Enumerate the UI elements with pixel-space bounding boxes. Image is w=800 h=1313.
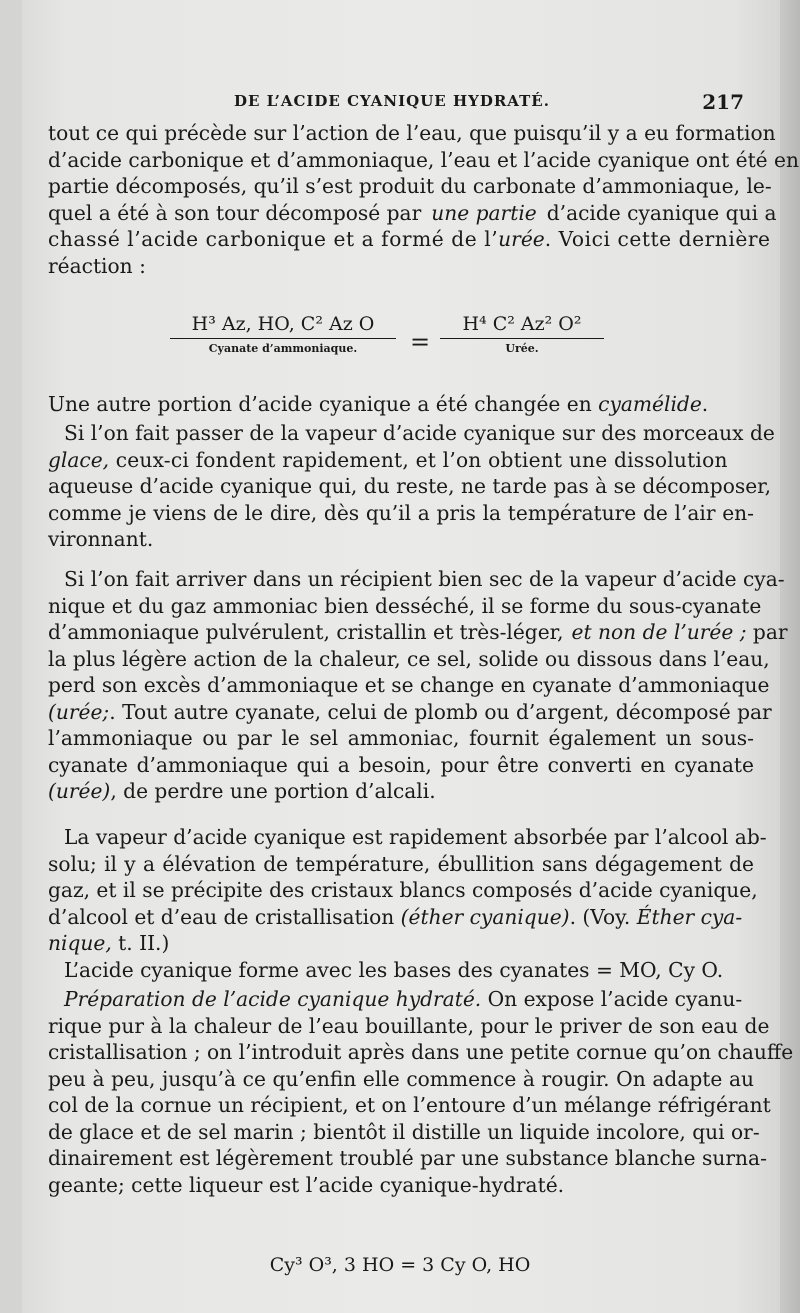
page-number: 217: [702, 90, 744, 114]
paragraph-1: [48, 120, 799, 279]
text-line: L’acide cyanique forme avec les bases des cyanates = MO, Cy O.: [64, 958, 724, 982]
text-line: comme je viens de le dire, dès qu’il a pris la température de l’air en-: [48, 500, 754, 525]
italic-text: et non de l’urée ;: [571, 620, 747, 644]
equals-sign: =: [410, 328, 431, 356]
text-line: geante; cette liqueur est l’acide cyanique-hydraté.: [48, 1172, 565, 1197]
text-line: l’ammoniaque ou par le sel ammoniac, fournit également un sous-: [48, 726, 754, 750]
paragraph-6: [48, 957, 754, 984]
text-line: Une autre portion d’acide cyanique a été changée en cyamélide .: [48, 392, 709, 416]
text-line: cristallisation ; on l’introduit après dans une petite cornue qu’on chauffe: [48, 1040, 794, 1064]
italic-text: cyamélide: [598, 392, 702, 416]
reaction-formula: [170, 312, 610, 368]
running-title: DE L’ACIDE CYANIQUE HYDRATÉ.: [234, 92, 550, 110]
text-line: nique et du gaz ammoniac bien desséché, il se forme du sous-cyanate: [48, 593, 762, 618]
fraction-bar: [440, 338, 604, 339]
text-line: vironnant.: [48, 527, 154, 551]
text-line: Préparation de l’acide cyanique hydraté. On expose l’acide cyanu-: [64, 987, 743, 1011]
text-line: partie décomposés, qu’il s’est produit du carbonate d’ammoniaque, le-: [48, 174, 772, 198]
paragraph-3: [48, 420, 775, 553]
text-line: La vapeur d’acide cyanique est rapidement absorbée par l’alcool ab-: [64, 825, 767, 849]
text-line: la plus légère action de la chaleur, ce sel, solide ou dissous dans l’eau,: [48, 646, 770, 671]
text-line: perd son excès d’ammoniaque et se change en cyanate d’ammoniaque: [48, 673, 770, 697]
text-line: col de la cornue un récipient, et on l’entoure d’un mélange réfrigérant: [48, 1093, 771, 1117]
italic-text: urée: [498, 227, 545, 251]
text-line: nique, t. II.): [48, 931, 170, 955]
text-line: rique pur à la chaleur de l’eau bouillante, pour le priver de son eau de: [48, 1013, 770, 1038]
formula-left-caption: Cyanate d’ammoniaque.: [208, 342, 358, 355]
text-line: glace, ceux-ci fondent rapidement, et l’on obtient une dissolution: [48, 447, 728, 472]
paragraph-4: [48, 566, 788, 805]
italic-text: Préparation de l’acide cyanique hydraté.: [64, 987, 482, 1011]
formula-left-numerator: H³ Az, HO, C² Az O: [191, 313, 375, 335]
text-line: solu; il y a élévation de température, ébullition sans dégagement de: [48, 851, 754, 876]
fraction-bar: [170, 338, 396, 339]
italic-text: nique,: [48, 931, 112, 955]
paragraph-5: [48, 824, 767, 957]
text-line: chassé l’acide carbonique et a formé de l’ urée . Voici cette dernière: [48, 227, 771, 251]
italic-text: Éther cya-: [636, 904, 743, 929]
formula-left: [170, 312, 396, 357]
text-line: tout ce qui précède sur l’action de l’eau, que puisqu’il y a eu formation: [48, 121, 776, 145]
text-line: cyanate d’ammoniaque qui a besoin, pour être converti en cyanate: [48, 752, 754, 777]
text-line: d’ammoniaque pulvérulent, cristallin et très-léger, et non de l’urée ; par: [48, 620, 788, 644]
final-equation: Cy³ O³, 3 HO = 3 Cy O, HO: [269, 1254, 531, 1276]
text-line: gaz, et il se précipite des cristaux blancs composés d’acide cyanique,: [48, 878, 758, 902]
italic-text: (éther cyanique): [400, 904, 570, 929]
formula-right: [440, 312, 604, 357]
text-line: (urée; . Tout autre cyanate, celui de plomb ou d’argent, décomposé par: [48, 699, 772, 724]
italic-text: (urée;: [48, 699, 110, 724]
italic-text: une partie: [431, 200, 537, 225]
page-edge: [780, 0, 800, 1313]
text-line: d’alcool et d’eau de cristallisation (éther cyanique) . (Voy. Éther cya-: [48, 904, 743, 929]
text-line: quel a été à son tour décomposé par une partie d’acide cyanique qui a: [48, 200, 777, 225]
text-line: Si l’on fait passer de la vapeur d’acide cyanique sur des morceaux de: [64, 421, 775, 445]
paragraph-2: [48, 391, 754, 418]
text-line: (urée) , de perdre une portion d’alcali.: [48, 779, 436, 803]
text-line: Si l’on fait arriver dans un récipient bien sec de la vapeur d’acide cya-: [64, 567, 785, 591]
text-line: aqueuse d’acide cyanique qui, du reste, ne tarde pas à se décomposer,: [48, 474, 772, 498]
paragraph-7: [48, 986, 794, 1198]
text-line: de glace et de sel marin ; bientôt il distille un liquide incolore, qui or-: [48, 1119, 760, 1144]
italic-text: glace,: [48, 447, 110, 472]
formula-right-caption: Urée.: [505, 342, 539, 355]
text-line: d’acide carbonique et d’ammoniaque, l’eau et l’acide cyanique ont été en: [48, 147, 799, 172]
italic-text: (urée): [48, 779, 111, 803]
formula-right-numerator: H⁴ C² Az² O²: [462, 313, 582, 335]
text-line: dinairement est légèrement troublé par une substance blanche surna-: [48, 1146, 767, 1170]
text-line: peu à peu, jusqu’à ce qu’enfin elle commence à rougir. On adapte au: [48, 1066, 754, 1091]
page-header: [234, 90, 744, 116]
text-line: réaction :: [48, 253, 146, 278]
